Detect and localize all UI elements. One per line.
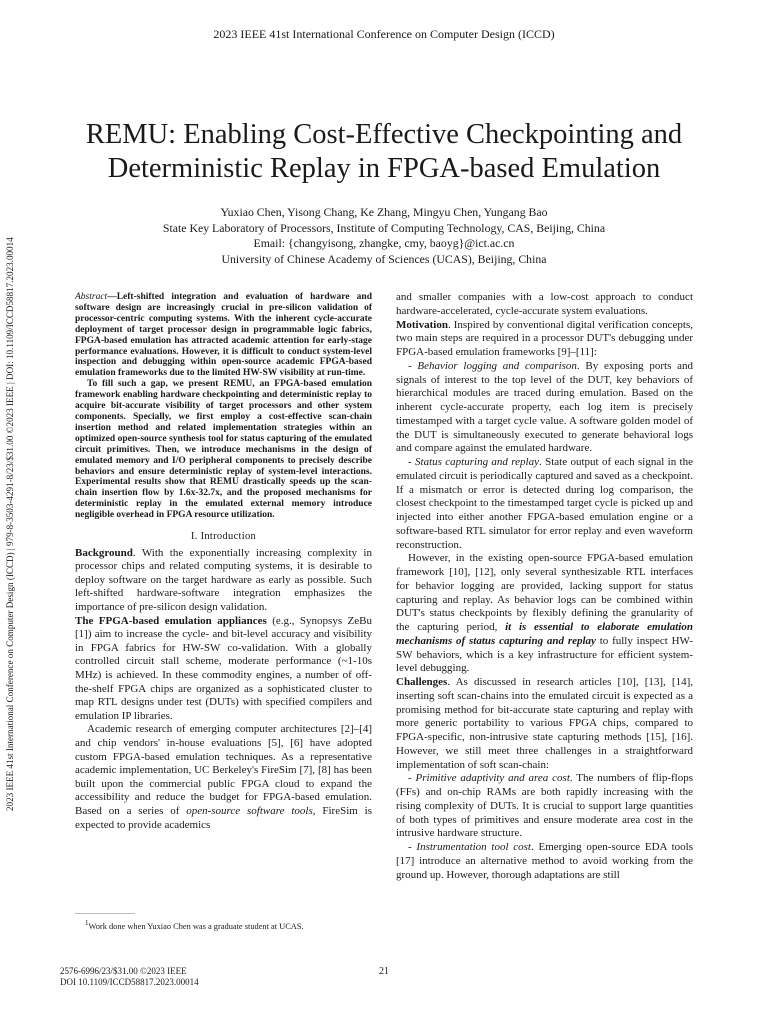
- left-column: [75, 292, 372, 832]
- primitive-paragraph: [396, 772, 693, 841]
- academic-italic: open-source software tools: [186, 804, 313, 817]
- author-names: Yuxiao Chen, Yisong Chang, Ke Zhang, Mingyu Chen, Yungang Bao: [220, 205, 548, 219]
- primitive-text: . The numbers of flip-flops (FFs) and on-chip RAMs are both rapidly increasing with the rising complexity of DUTs. It is crucial to support large quantities of both types of primitives and ensure moderate area cost in the intrusive hardware structure.: [396, 772, 693, 840]
- paper-title: REMU: Enabling Cost-Effective Checkpointing and Deterministic Replay in FPGA-based Emulation: [85, 119, 683, 184]
- behavior-text: . By exposing ports and signals of interest to the top level of the DUT, key behaviors of hierarchical modules are traced during emulation. Based on the inherent cycle-accurate property, each log item is precisely timestamped with a target cycle value. A software golden model of the DUT is simultaneously executed to generate behavioral logs and compare against the emulated hardware.: [396, 359, 693, 455]
- background-paragraph: [75, 547, 372, 615]
- motivation-label: Motivation: [396, 318, 448, 331]
- abstract-label: Abstract: [75, 292, 108, 302]
- page-number: 21: [379, 966, 389, 977]
- author-email[interactable]: Email: {changyisong, zhangke, cmy, baoyg}@ict.ac.cn: [253, 236, 515, 250]
- appliance-text: (e.g., Synopsys ZeBu [1]) aim to increase the cycle- and bit-level accuracy and visibility in FPGA fabrics for HW-SW co-validation. With a globally controlled circuit stall scheme, moderate performance (~1-10s MHz) is achieved. In these commodity engines, a number of off-the-shelf FPGA chips are organized as a sophisticated cluster to map RTL designs under test (DUTs) with specified compilers and emulation IP libraries.: [75, 614, 372, 722]
- conference-header: 2023 IEEE 41st International Conference on Computer Design (ICCD): [213, 27, 555, 41]
- status-prefix: -: [408, 456, 416, 468]
- however-text-1: However, in the existing open-source FPGA-based emulation framework [10], [12], only several synthesizable RTL interfaces for behavior logging are provided, lacking support for status capturing and replay. As behavior logs can be combined within DUT's status checkpoints by flexibly defining the granularity of the capturing period,: [396, 552, 693, 633]
- section-heading-introduction: I. Introduction: [190, 531, 257, 543]
- behavior-label: Behavior logging and comparison: [417, 359, 577, 372]
- abstract-paragraph-2: To fill such a gap, we present REMU, an FPGA-based emulation framework enabling hardware checkpointing and deterministic replay to acquire bit-accurate visibility of target processors and other system components. Specially, we first employ a cost-effective scan-chain insertion method and related implementation strategies within an optimized open-source synthesis tool for status capturing of the emulated circuit primitives. Then, we introduce mechanisms in the design of emulated memory and I/O peripheral components to precisely describe behaviors and ensure deterministic replay of system-level interactions. Experimental results show that REMU drastically speeds up the scan-chain insertion flow by 1.6x-32.7x, and the proposed mechanisms for deterministic replay in the emulated external memory introduce negligible overhead in FPGA resource utilization.: [75, 379, 372, 521]
- behavior-logging-paragraph: [396, 360, 693, 456]
- status-text: . State output of each signal in the emulated circuit is periodically captured and saved as a checkpoint. If a mismatch or error is detected during log comparison, the closest checkpoint to the timestamped target cycle is picked up and injected into either another FPGA-based emulation engine or a software-based RTL simulator for error replay and even waveform reconstruction.: [396, 456, 693, 551]
- background-text: . With the exponentially increasing complexity in processor chips and related computing systems, it is desirable to deploy software on the target hardware as early as possible. Such left-shifted hardware-software integration emphasizes the importance of pre-silicon design validation.: [75, 546, 372, 613]
- instrumentation-prefix: -: [408, 841, 417, 853]
- instrumentation-paragraph: [396, 841, 693, 882]
- however-emphasis: it is essential to elaborate emulation mechanisms of status capturing and replay: [396, 621, 693, 647]
- behavior-prefix: -: [408, 359, 418, 372]
- challenges-paragraph: [396, 676, 693, 772]
- footnote-mark: 1: [85, 919, 89, 927]
- appliance-paragraph: [75, 615, 372, 724]
- status-label: Status capturing and replay: [415, 456, 539, 468]
- academic-text-2: , FireSim is expected to provide academics: [75, 804, 372, 831]
- academic-paragraph: [75, 723, 372, 832]
- footnote-text: Work done when Yuxiao Chen was a graduate student at UCAS.: [88, 921, 304, 931]
- primitive-prefix: -: [408, 772, 416, 785]
- background-label: Background: [75, 546, 133, 559]
- however-paragraph: [396, 552, 693, 676]
- author-block: [60, 205, 708, 267]
- challenges-text: . As discussed in research articles [10], [13], [14], inserting soft scan-chains into the emulated circuit is expected as a promising method for bit-accurate state capturing and replay with more generic portability to various FPGA chips, compared to FPGA-specific, non-intrusive state capturing methods [15], [16]. However, we still meet three challenges in a straightforward implementation of soft scan-chain:: [396, 676, 693, 771]
- motivation-text: . Inspired by conventional digital verification concepts, two main steps are required in a processor DUT's debugging under FPGA-based emulation frameworks [9]–[11]:: [396, 318, 693, 358]
- right-column: [396, 291, 693, 882]
- sidebar-text: 2023 IEEE 41st International Conference on Computer Design (ICCD) | 979-8-3503-4291-8/23/$31.00 ©2023 IEEE | DOI: 10.1109/ICCD58817.2023.00014: [5, 237, 15, 811]
- motivation-paragraph: [396, 319, 693, 360]
- instrumentation-text: . Emerging open-source EDA tools [17] introduce an alternative method to avoid working from the ground up. However, thorough adaptations are still: [396, 841, 693, 881]
- doi-sidebar: [4, 186, 16, 811]
- instrumentation-label: Instrumentation tool cost: [416, 841, 531, 853]
- issn-line: 2576-6996/23/$31.00 ©2023 IEEE: [60, 966, 187, 976]
- doi-line: DOI 10.1109/ICCD58817.2023.00014: [60, 977, 199, 987]
- status-capturing-paragraph: [396, 456, 693, 552]
- continued-paragraph: and smaller companies with a low-cost approach to conduct hardware-accelerated, cycle-accurate system evaluations.: [396, 291, 693, 317]
- primitive-label: Primitive adaptivity and area cost: [415, 772, 570, 785]
- author-affiliation: State Key Laboratory of Processors, Institute of Computing Technology, CAS, Beijing, China: [162, 220, 606, 235]
- footnote: [75, 918, 382, 932]
- challenges-label: Challenges: [396, 676, 448, 688]
- academic-text-1: Academic research of emerging computer architectures [2]–[4] and chip vendors' in-house evaluations [5], [6] have adopted custom FPGA-based emulation techniques. As a representative academic implementation, UC Berkeley's FireSim [7], [8] has been built upon the commercial public FPGA cloud to expand the accessibility and reduce the budget for FPGA-based emulation. Based on a series of: [75, 723, 372, 817]
- abstract-text-1: —Left-shifted integration and evaluation of hardware and software design are increasingly crucial in pre-silicon validation of processor-centric computing systems. With the inherent cycle-accurate deployment of target processor design in programmable logic fabrics, FPGA-based emulation has attracted academic attention for early-stage performance evaluations. However, it is difficult to conduct system-level inspection and debugging within open-source academic FPGA-based emulation frameworks due to the limited HW-SW visibility at run-time.: [75, 292, 372, 379]
- footnote-rule: [75, 913, 135, 914]
- author-university: University of Chinese Academy of Sciences (UCAS), Beijing, China: [221, 251, 547, 266]
- however-text-2: to fully inspect HW-SW behaviors, which is a key infrastructure for efficient system-level debugging.: [396, 634, 693, 675]
- appliance-label: The FPGA-based emulation appliances: [75, 614, 267, 627]
- abstract-paragraph-1: [75, 292, 372, 379]
